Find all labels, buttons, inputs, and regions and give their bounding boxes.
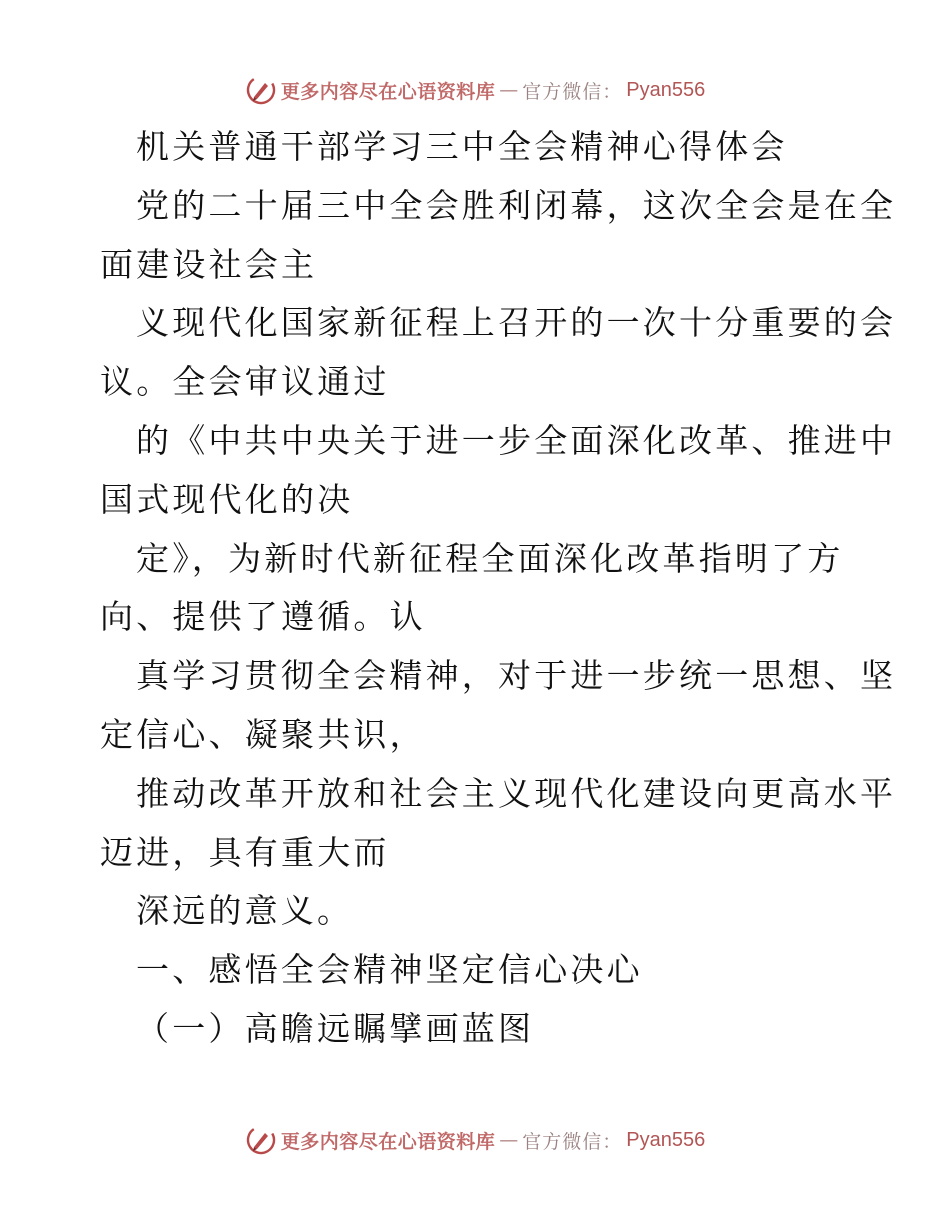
text-line: 议。全会审议通过 — [100, 362, 390, 402]
header-watermark — [0, 70, 950, 110]
text-line: 推动改革开放和社会主义现代化建设向更高水平 — [136, 773, 897, 813]
watermark-brand: 更多内容尽在心语资料库 — [280, 80, 496, 103]
pen-swirl-logo-icon — [245, 74, 277, 106]
document-body — [100, 118, 897, 1059]
watermark-wechat-id: Pyan556 — [626, 78, 706, 101]
text-line: 定信心、凝聚共识， — [100, 714, 426, 754]
watermark-wechat-label: 官方微信： — [522, 1130, 623, 1153]
text-line: 定》，为新时代新征程全面深化改革指明了方 — [136, 538, 844, 578]
text-line: 迈进，具有重大而 — [100, 832, 390, 872]
text-line: 机关普通干部学习三中全会精神心得体会 — [136, 127, 788, 166]
watermark-wechat-label: 官方微信： — [522, 80, 623, 103]
text-line: 的《中共中央关于进一步全面深化改革、推进中 — [136, 420, 897, 460]
footer-watermark — [0, 1120, 950, 1160]
watermark-dash: — — [499, 1129, 519, 1151]
watermark-brand: 更多内容尽在心语资料库 — [280, 1130, 496, 1153]
text-line: 义现代化国家新征程上召开的一次十分重要的会 — [136, 303, 897, 343]
watermark-wechat-id: Pyan556 — [626, 1128, 706, 1151]
watermark-dash: — — [499, 79, 519, 101]
text-line: 面建设社会主 — [100, 244, 318, 284]
text-line: 党的二十届三中全会胜利闭幕，这次全会是在全 — [136, 185, 897, 225]
section-heading: 一、感悟全会精神坚定信心决心 — [136, 950, 643, 990]
text-line: 深远的意义。 — [136, 891, 354, 931]
pen-swirl-logo-icon — [245, 1124, 277, 1156]
text-line: 真学习贯彻全会精神，对于进一步统一思想、坚 — [136, 656, 897, 696]
text-line: 向、提供了遵循。认 — [100, 597, 426, 637]
subsection-heading: （一）高瞻远瞩擘画蓝图 — [136, 1008, 535, 1048]
text-line: 国式现代化的决 — [100, 479, 354, 519]
